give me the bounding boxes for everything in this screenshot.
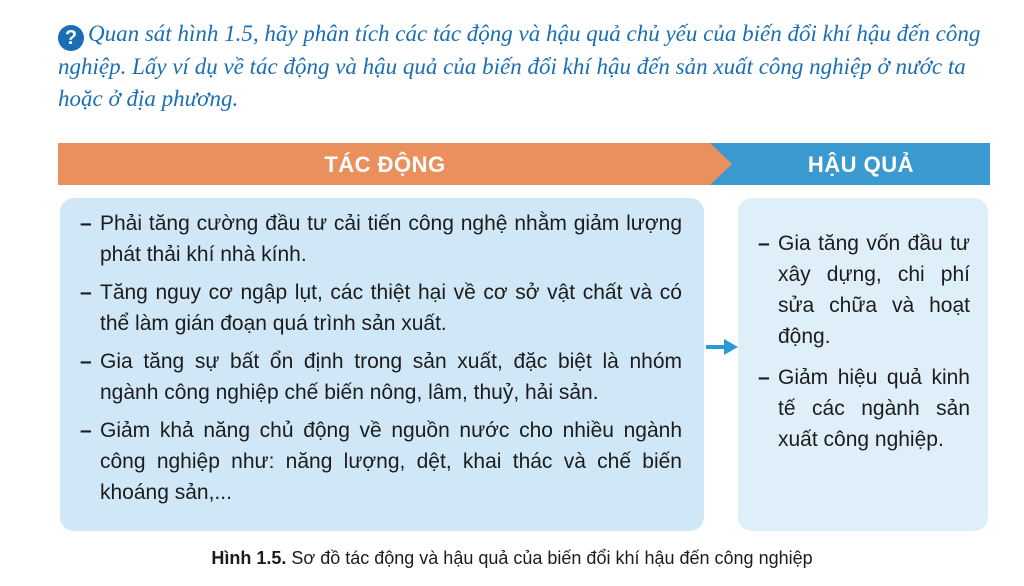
bullet-dash: – [80,212,92,235]
bullet-dash: – [758,232,770,255]
question-paragraph [58,18,1002,115]
caption-text: Sơ đồ tác động và hậu quả của biến đổi khí hậu đến công nghiệp [291,548,813,568]
figure-caption [0,548,1024,569]
impacts-header: TÁC ĐỘNG [324,152,446,177]
caption-label: Hình 1.5. [211,548,287,568]
consequence-text: Giảm hiệu quả kinh tế các ngành sản xuất công nghiệp. [778,366,970,451]
impact-item [80,208,682,270]
consequences-header: HẬU QUẢ [807,152,915,177]
impact-text: Giảm khả năng chủ động về nguồn nước cho nhiều ngành công nghiệp như: năng lượng, dệt, khai thác và chế biến khoáng sản,... [100,419,682,504]
impact-text: Gia tăng sự bất ổn định trong sản xuất, đặc biệt là nhóm ngành công nghiệp chế biến nông, lâm, thuỷ, hải sản. [100,350,682,404]
impact-text: Tăng nguy cơ ngập lụt, các thiệt hại về cơ sở vật chất và có thể làm gián đoạn quá trình sản xuất. [100,281,682,335]
consequences-box [738,198,988,531]
impacts-banner [58,143,734,185]
question-mark-icon: ? [58,25,84,51]
bullet-dash: – [80,281,92,304]
impact-item [80,277,682,339]
impacts-box [60,198,704,531]
consequence-item [758,228,970,352]
bullet-dash: – [80,419,92,442]
consequences-banner [710,143,990,185]
question-text: Quan sát hình 1.5, hãy phân tích các tác động và hậu quả chủ yếu của biến đổi khí hậu đến công nghiệp. Lấy ví dụ về tác động và hậu quả của biến đổi khí hậu đến sản xuất công nghiệp ở nước ta hoặc ở địa phương. [58,21,981,111]
right-arrow-icon [706,337,738,357]
impact-text: Phải tăng cường đầu tư cải tiến công nghệ nhằm giảm lượng phát thải khí nhà kính. [100,212,682,266]
impact-item [80,346,682,408]
consequence-item [758,362,970,455]
impact-item [80,415,682,508]
bullet-dash: – [80,350,92,373]
bullet-dash: – [758,366,770,389]
consequence-text: Gia tăng vốn đầu tư xây dựng, chi phí sửa chữa và hoạt động. [778,232,970,348]
